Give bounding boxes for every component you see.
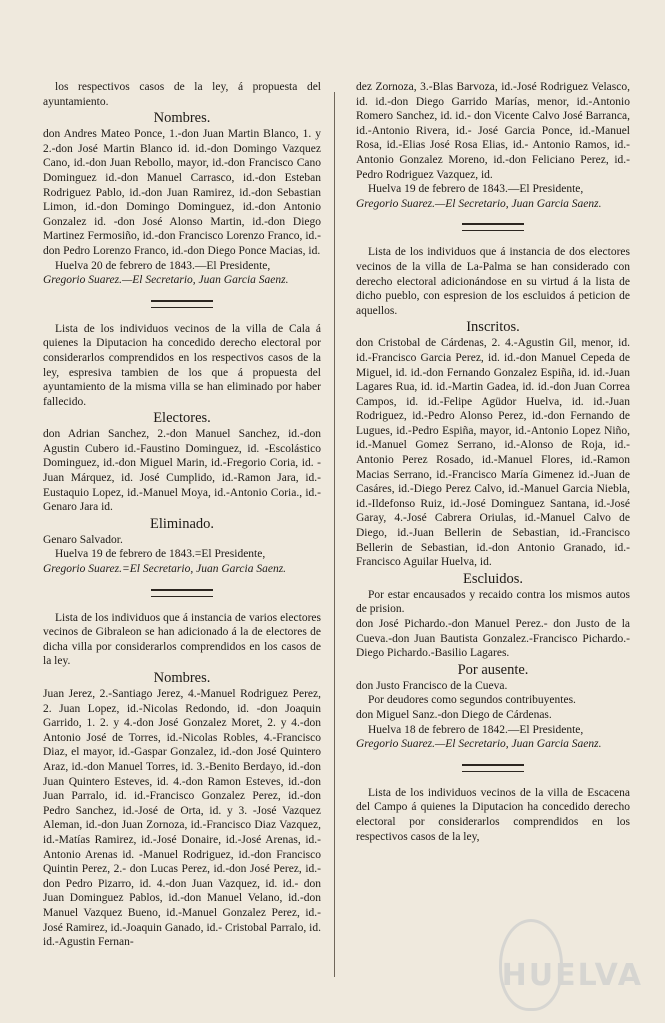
watermark-text: HUELVA xyxy=(501,958,643,993)
section-heading-nombres: Nombres. xyxy=(153,110,211,127)
column-divider xyxy=(334,92,335,977)
list-intro-la-palma: Lista de los individuos que á instancia de dos electores vecinos de la villa de La-Palma se han considerado con derecho electoral adicionándose en su virtud á la lista de dicho pueblo, con espresion de los escluidos á peticion de aquellos. xyxy=(356,246,630,317)
section-heading-electores: Electores. xyxy=(153,410,211,427)
section-divider xyxy=(151,300,213,308)
names-paragraph: don Andres Mateo Ponce, 1.-don Juan Martin Blanco, 1. y 2.-don José Martin Blanco id. id.-don Domingo Vazquez Cano, id.-don Juan Rebollo, mayor, id.-don Francisco Cano Dominguez id.-don Manuel Carrasco, id.-don Esteban Rodriguez Pablo, id.-don Juan Ramirez, id.-don Sebastian Limon, id.-don Domingo Dominguez, id.-don Antonio Gonzalez id. -don José Alonso Martin, id.-don Diego Martinez Fermosiño, id.-don Francisco Lorenzo Franco, id.-don Pedro Lorenzo Franco, id.-don Diego Ponce Macias, id. xyxy=(43,128,321,257)
signature-line: Gregorio Suarez.—El Secretario, Juan Garcia Saenz. xyxy=(356,738,602,751)
date-line: Huelva 20 de febrero de 1843.—El Presidente, xyxy=(55,259,271,272)
section-divider xyxy=(462,223,524,231)
absent-names: don Justo Francisco de la Cueva. xyxy=(356,679,508,692)
excluded-reason: Por estar encausados y recaido contra los mismos autos de prision. xyxy=(356,588,630,616)
excluded-names: don José Pichardo.-don Manuel Perez.- don Justo de la Cueva.-don Juan Bautista Gonzalez.-Francisco Pichardo.-Diego Pichardo.-Basilio Lagares. xyxy=(356,618,630,660)
electors-paragraph: don Adrian Sanchez, 2.-don Manuel Sanchez, id.-don Agustin Cubero id.-Faustino Dominguez, id. -Escolástico Dominguez, id.-don Miguel Marin, id.-Fregorio Coria, id. -Juan Márquez, id. José Cumplido, id.-Ramon Jara, id.-Eustaquio Lopez, id.-Manuel Moya, id.-Antonio Coria., id.-Genaro Jara id. xyxy=(43,428,321,514)
section-divider xyxy=(462,764,524,772)
right-column xyxy=(356,80,630,980)
section-heading-inscritos: Inscritos. xyxy=(466,319,520,336)
list-intro-gibraleon: Lista de los individuos que á instancia de varios electores vecinos de Gibraleon se han adicionado á la de electores de dicha villa por considerarlos comprendidos en los casos de la ley. xyxy=(43,611,321,668)
date-line: Huelva 19 de febrero de 1843.=El Presidente, xyxy=(55,548,266,561)
names-paragraph: Juan Jerez, 2.-Santiago Jerez, 4.-Manuel Rodriguez Perez, 2. Juan Lopez, id.-Nicolas Redondo, id. -don Joaquin Garrido, 1. 2. y 4.-don José Gonzalez Moret, 2. y 4.-don Antonio José de Torres, id.-Nicolas Robles, 4.-Francisco Diaz, el mayor, id.-Gaspar Gonzalez, id.-don José Quintero Araz, id.-don Manuel Torres, id. 3.-Benito Berdayo, id.-don Juan Quintero Esteves, id. 4.-don Ramon Esteves, id.-don Juan Parralo, id. id.-Francisco Gonzalez Perez, id.-don Pedro Sanchez, id.-José de Orta, id. y 3. -José Vazquez Aleman, id.-don Juan Zornoza, id.-Francisco Diaz Vazquez, id.-Matías Ramirez, id.-José Donaire, id.-José Arenas, id.-Antonio Arenas id. -Manuel Rodriguez, id.-don Francisco Quintin Perez, 2.- don Lucas Perez, id.-don José Perez, id.-don Pedro Pizarro, id. 4.-don Juan Vazquez, id. id.- don Juan Dominguez Pablos, id.-don Manuel Velano, id.-don Manuel Vazquez Bueno, id.-Manuel Gonzalez Perez, id.-José Ramirez, id.-Joaquin Ganado, id.- Cristobal Parralo, id. id.-Agustin Fernan- xyxy=(43,688,321,949)
debtors-reason: Por deudores como segundos contribuyentes. xyxy=(368,694,576,707)
inscribed-paragraph: don Cristobal de Cárdenas, 2. 4.-Agustin Gil, menor, id. id.-Francisco Garcia Perez, id. id.-don Manuel Cepeda de Miguel, id. id.-don Fernando Gonzalez Espiña, id. id.-Juan Lagares Rua, id. id.-Martin Gadea, id. id.-don Juan Correa Campos, id. id.-Felipe Agüdor Huelva, id. id.-Juan Rodriguez, id.-Pedro Alonso Perez, id.-don Fernando de Lugues, id.-Pedro Espiña, mayor, id.-Antonio Lopez Niño, id.-Manuel Gomez Serrano, id.-Alonso de Roja, id.-Antonio Perez Rosado, id.-Manuel Flores, id.-Ramon Macias Serrano, id.-Francisco María Gimenez id.-Juan de Casáres, id.-Diego Perez Calvo, id.-Manuel Garcia Niebla, id.-Ildefonso Ruiz, id.-José Dominguez Santana, id.-José Garay, 4.-José Cabrera Oriulas, id.-Manuel Calvo de Diego, id.-Juan Bellerin de Sebastian, id.-Francisco Bellerin de Sebastian, id.-don Antonio Granado, id.- Francisco Aguilar Huelva, id. xyxy=(356,337,630,569)
date-line: Huelva 18 de febrero de 1842.—El Presidente, xyxy=(368,723,584,736)
left-column xyxy=(43,80,321,980)
signature-line: Gregorio Suarez.—El Secretario, Juan Garcia Saenz. xyxy=(356,197,602,210)
section-heading-por-ausente: Por ausente. xyxy=(457,661,529,678)
list-intro-escacena: Lista de los individuos vecinos de la villa de Escacena del Campo á quienes la Diputacion ha concedido derecho electoral por considerarlos comprendidos en los respectivos casos de la ley, xyxy=(356,786,630,843)
section-divider xyxy=(151,589,213,597)
debtors-names: don Miguel Sanz.-don Diego de Cárdenas. xyxy=(356,708,552,721)
signature-line: Gregorio Suarez.—El Secretario, Juan Garcia Saenz. xyxy=(43,274,289,287)
signature-line: Gregorio Suarez.=El Secretario, Juan Garcia Saenz. xyxy=(43,563,287,576)
section-heading-eliminado: Eliminado. xyxy=(149,515,215,532)
library-watermark xyxy=(497,901,647,1011)
continued-names-paragraph: dez Zornoza, 3.-Blas Barvoza, id.-José Rodriguez Velasco, id. id.-don Diego Garrido Marías, menor, id.-Antonio Romero Sanchez, id. id.- don Vicente Calvo José Barranca, id.-Antonio Rivera, id.- José Garcia Ponce, id.-Manuel Rosa, id.-Elias José Rosa Elias, id.- Antonio Ramos, id.-Antonio Gonzalez Moreno, id.-don Feliciano Perez, id.-Pedro Rodriguez Vazquez, id. xyxy=(356,81,630,181)
intro-text: los respectivos casos de la ley, á propuesta del ayuntamiento. xyxy=(43,81,321,108)
section-heading-nombres: Nombres. xyxy=(153,670,211,686)
list-intro-cala: Lista de los individuos vecinos de la villa de Cala á quienes la Diputacion ha concedido derecho electoral por considerarlos comprendidos en los respectivos casos de la ley, espresiva tambien de los que á propuesta del ayuntamiento de la misma villa se han eliminado por haber fallecido. xyxy=(43,322,321,408)
date-line: Huelva 19 de febrero de 1843.—El Presidente, xyxy=(368,183,584,196)
section-heading-escluidos: Escluidos. xyxy=(462,570,523,587)
eliminated-paragraph: Genaro Salvador. xyxy=(43,533,123,546)
